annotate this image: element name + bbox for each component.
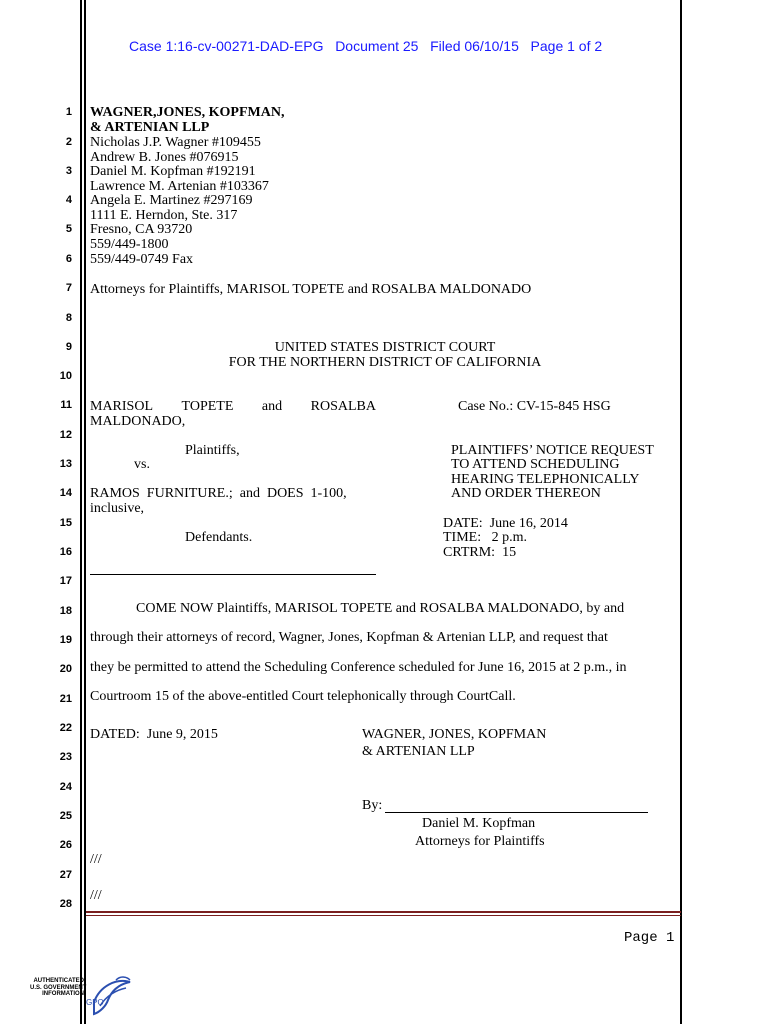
counsel-line: Lawrence M. Artenian #103367 (90, 179, 269, 194)
signature-firm: WAGNER, JONES, KOPFMAN (362, 727, 547, 742)
line-number: 20 (59, 663, 72, 675)
line-number: 18 (59, 605, 72, 617)
line-number: 11 (60, 399, 72, 411)
footer-rule (86, 911, 681, 913)
line-number: 16 (59, 546, 72, 558)
court-name: UNITED STATES DISTRICT COURT (274, 340, 496, 355)
plaintiffs-label: Plaintiffs, (185, 443, 240, 458)
counsel-line: Fresno, CA 93720 (90, 222, 193, 237)
attorneys-for: Attorneys for Plaintiffs, MARISOL TOPETE and ROSALBA MALDONADO (90, 282, 532, 297)
hearing-time: TIME: 2 p.m. (443, 530, 527, 545)
counsel-line: 1111 E. Herndon, Ste. 317 (90, 208, 238, 223)
line-number: 12 (59, 429, 72, 441)
line-number: 6 (65, 253, 72, 265)
line-number: 26 (59, 839, 72, 851)
body-line: Courtroom 15 of the above-entitled Court telephonically through CourtCall. (90, 689, 516, 704)
line-number: 2 (65, 136, 72, 148)
gpo-seal-line: INFORMATION (42, 991, 84, 997)
dated-line: DATED: June 9, 2015 (90, 727, 218, 742)
gpo-eagle-icon (86, 972, 136, 1016)
right-margin-rule (680, 0, 682, 1024)
gpo-seal-line: U.S. GOVERNMENT (30, 984, 87, 991)
plaintiff-word: and (261, 399, 283, 414)
line-number: 19 (59, 634, 72, 646)
footer-rule-2 (86, 915, 681, 916)
defendant-name: RAMOS FURNITURE.; and DOES 1-100, (90, 486, 347, 501)
counsel-line: Andrew B. Jones #076915 (90, 150, 239, 165)
gpo-seal-text (30, 978, 87, 998)
courtroom: CRTRM: 15 (443, 545, 517, 560)
caption-underline (90, 574, 376, 575)
signatory-name: Daniel M. Kopfman (422, 816, 536, 831)
plaintiff-word: ROSALBA (310, 399, 376, 414)
defendant-name-line2: inclusive, (90, 501, 145, 516)
line-number: 24 (59, 781, 72, 793)
line-number: 21 (59, 693, 72, 705)
versus: vs. (134, 457, 150, 472)
gpo-mark-text: GPO (86, 998, 104, 1007)
line-number: 14 (59, 487, 72, 499)
page-number: Page 1 (624, 930, 675, 946)
line-number: 15 (59, 517, 72, 529)
counsel-line: Angela E. Martinez #297169 (90, 193, 253, 208)
signatory-role: Attorneys for Plaintiffs (415, 834, 545, 849)
line-number: 23 (59, 751, 72, 763)
gpo-authentication-seal (30, 972, 140, 1016)
left-margin-rule-2 (84, 0, 86, 1024)
counsel-line: 559/449-0749 Fax (90, 252, 194, 267)
body-line: through their attorneys of record, Wagner, Jones, Kopfman & Artenian LLP, and request that (90, 630, 608, 645)
line-number: 10 (59, 370, 72, 382)
line-number: 25 (59, 810, 72, 822)
line-number: 9 (65, 341, 72, 353)
case-number: Case No.: CV-15-845 HSG (458, 399, 611, 414)
continuation-slashes: /// (90, 888, 102, 903)
document-title: AND ORDER THEREON (451, 486, 601, 501)
plaintiff-name-line2: MALDONADO, (90, 414, 186, 429)
counsel-line: Daniel M. Kopfman #192191 (90, 164, 256, 179)
defendants-label: Defendants. (185, 530, 253, 545)
signature-line (385, 812, 648, 813)
document-title: PLAINTIFFS’ NOTICE REQUEST (451, 443, 654, 458)
line-number: 28 (59, 898, 72, 910)
line-number: 22 (59, 722, 72, 734)
plaintiff-name (90, 400, 376, 415)
body-line: they be permitted to attend the Scheduling Conference scheduled for June 16, 2015 at 2 p.m., in (90, 660, 627, 675)
counsel-line: 559/449-1800 (90, 237, 169, 252)
line-number: 5 (65, 223, 72, 235)
firm-name-line2: & ARTENIAN LLP (90, 120, 210, 135)
signature-firm-line2: & ARTENIAN LLP (362, 744, 475, 759)
plaintiff-word: MARISOL (90, 399, 154, 414)
plaintiff-word: TOPETE (181, 399, 234, 414)
court-district: FOR THE NORTHERN DISTRICT OF CALIFORNIA (228, 355, 542, 370)
case-header: Case 1:16-cv-00271-DAD-EPG Document 25 Filed 06/10/15 Page 1 of 2 (129, 38, 603, 54)
continuation-slashes: /// (90, 852, 102, 867)
line-number: 17 (59, 575, 72, 587)
line-number: 4 (65, 194, 72, 206)
left-margin-rule-1 (80, 0, 82, 1024)
firm-name: WAGNER,JONES, KOPFMAN, (90, 105, 285, 120)
line-number: 1 (65, 106, 72, 118)
line-number: 27 (59, 869, 72, 881)
document-title: TO ATTEND SCHEDULING (451, 457, 620, 472)
body-line: COME NOW Plaintiffs, MARISOL TOPETE and ROSALBA MALDONADO, by and (136, 601, 625, 616)
gpo-seal-line: AUTHENTICATED (33, 978, 84, 984)
document-title: HEARING TELEPHONICALLY (451, 472, 640, 487)
counsel-line: Nicholas J.P. Wagner #109455 (90, 135, 261, 150)
line-number: 8 (65, 312, 72, 324)
signature-by-label: By: (362, 798, 383, 813)
line-number: 13 (59, 458, 72, 470)
line-number: 3 (65, 165, 72, 177)
line-number: 7 (65, 282, 72, 294)
hearing-date: DATE: June 16, 2014 (443, 516, 568, 531)
